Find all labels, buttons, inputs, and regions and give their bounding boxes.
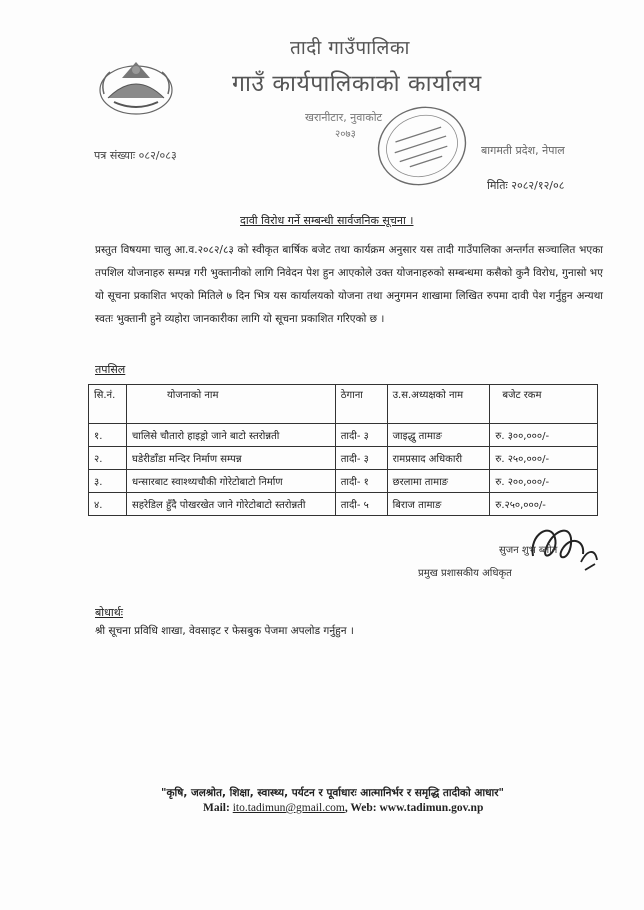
cell-chairperson: बिराज तामाङ: [387, 493, 490, 516]
office-address: खरानीटार, नुवाकोट: [305, 111, 383, 124]
cell-address: तादी- ३: [335, 447, 387, 470]
footer-slogan: "कृषि, जलश्रोत, शिक्षा, स्वास्थ्य, पर्यटन र पूर्वाधारः आत्मानिर्भर र समृद्धि तादीको आधार": [161, 787, 505, 799]
signer-title: प्रमुख प्रशासकीय अधिकृत: [418, 568, 512, 579]
table-row: [89, 470, 598, 493]
table-header-row: [89, 385, 598, 424]
cell-sn: १.: [89, 424, 127, 447]
table-row: [89, 447, 598, 470]
cell-chairperson: छरलामा तामाङ: [387, 470, 490, 493]
cell-budget: रु. २००,०००/-: [490, 470, 598, 493]
cell-budget: रु.२५०,०००/-: [490, 493, 598, 516]
header-sn: सि.नं.: [89, 385, 127, 424]
cell-chairperson: रामप्रसाद अधिकारी: [387, 447, 490, 470]
project-table: [88, 384, 598, 516]
cell-sn: २.: [89, 447, 127, 470]
nepal-emblem-logo: [94, 50, 178, 118]
website-link[interactable]: www.tadimun.gov.np: [379, 802, 484, 814]
letter-date: मितिः २०८२/१२/०८: [487, 179, 565, 192]
cell-project-name: सहरेडिल हुँदै पोखरखेत जाने गोरेटोबाटो स्तरोन्नती: [126, 493, 335, 516]
cell-budget: रु. २५०,०००/-: [490, 447, 598, 470]
notice-title-text: दावी विरोध गर्ने सम्बन्धी सार्वजनिक सूचना ।: [240, 214, 414, 227]
cc-label: बोधार्थः: [95, 606, 123, 619]
cell-address: तादी- १: [335, 470, 387, 493]
cell-budget: रु. ३००,०००/-: [490, 424, 598, 447]
table-row: [89, 424, 598, 447]
cell-project-name: धन्सारबाट स्वाश्थ्यचौकी गोरेटोबाटो निर्माण: [126, 470, 335, 493]
footer-contact: [203, 802, 483, 814]
cell-project-name: चालिसे चौतारो हाइड्रो जाने बाटो स्तरोन्नती: [126, 424, 335, 447]
cell-sn: ४.: [89, 493, 127, 516]
cell-address: तादी- ३: [335, 424, 387, 447]
notice-body: प्रस्तुत विषयमा चालु आ.व.२०८२/८३ को स्वीकृत बार्षिक बजेट तथा कार्यक्रम अनुसार यस तादी गाउँपालिका अन्तर्गत सञ्चालित भएका तपशिल योजनाहरु सम्पन्न गरी भुक्तानीको लागि निवेदन पेश हुन आएकोले उक्त योजनाहरुको सम्बन्धमा कसैको कुनै विरोध, गुनासो भए यो सूचना प्रकाशित भएको मितिले ७ दिन भित्र यस कार्यालयको योजना तथा अनुगमन शाखामा लिखित रुपमा दावी पेश गर्नुहुन अन्यथा स्वतः भुक्तानी हुने व्यहोरा जानकारीका लागि यो सूचना प्रकाशित गरिएको छ ।: [95, 244, 603, 325]
cell-address: तादी- ५: [335, 493, 387, 516]
cell-chairperson: जाइद्धु तामाङ: [387, 424, 490, 447]
table-label: तपसिल: [95, 363, 126, 376]
cell-sn: ३.: [89, 470, 127, 493]
web-label: , Web:: [344, 802, 377, 814]
table-row: [89, 493, 598, 516]
office-title: गाउँ कार्यपालिकाको कार्यालय: [232, 71, 482, 97]
cc-recipient: श्री सूचना प्रविधि शाखा, वेवसाइट र फेसबुक पेजमा अपलोड गर्नुहुन ।: [95, 625, 354, 637]
signer-name: सुजन शुभ ब्लोन: [499, 545, 558, 556]
province: बागमती प्रदेश, नेपाल: [481, 144, 565, 157]
reference-number: पत्र संख्याः ०८२/०८३: [94, 149, 177, 162]
notice-title: [240, 213, 413, 228]
header-project-name: योजनाको नाम: [126, 385, 335, 424]
header-budget: बजेट रकम: [490, 385, 598, 424]
header-address: ठेगाना: [335, 385, 387, 424]
establishment-year: २०७३: [335, 129, 356, 140]
email-link[interactable]: ito.tadimun@gmail.com: [232, 802, 345, 814]
mail-label: Mail:: [203, 802, 230, 814]
header-chairperson: उ.स.अध्यक्षको नाम: [387, 385, 490, 424]
office-name: तादी गाउँपालिका: [290, 37, 410, 59]
office-stamp: [370, 100, 474, 192]
cell-project-name: घडेरीडाँडा मन्दिर निर्माण सम्पन्न: [126, 447, 335, 470]
